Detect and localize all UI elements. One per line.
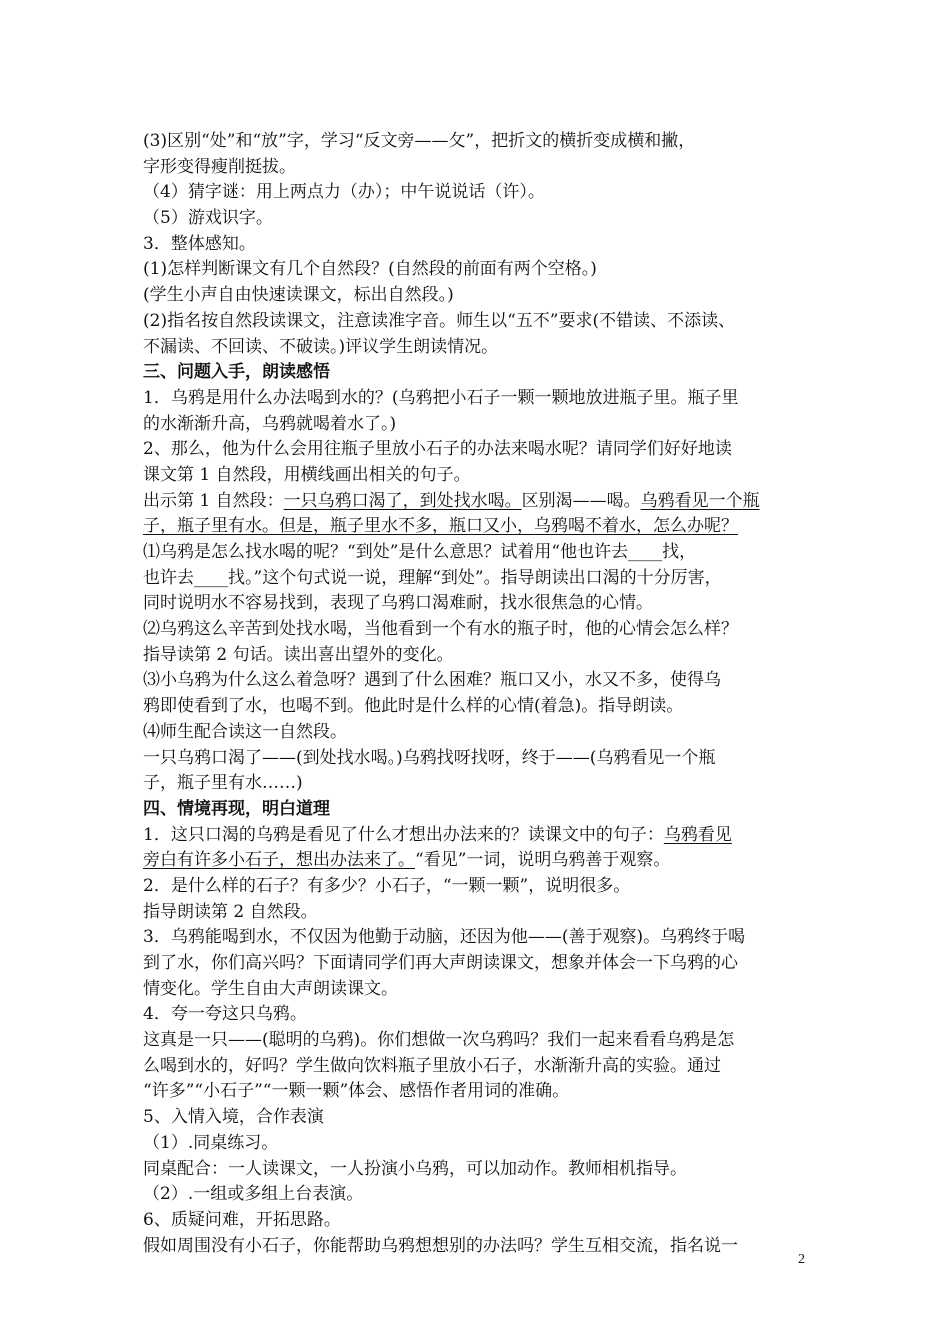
text-line: ⑴乌鸦是怎么找水喝的呢？“到处”是什么意思？试着用“他也许去____找， — [143, 542, 697, 562]
text-span: 区别渴——喝。 — [521, 490, 641, 511]
text-line: 假如周围没有小石子，你能帮助乌鸦想想别的办法吗？学生互相交流，指名说一 — [143, 1235, 738, 1256]
text-line: 一只乌鸦口渴了——(到处找水喝。)乌鸦找呀找呀，终于——(乌鸦看见一个瓶 — [143, 747, 716, 768]
text-line: （5）游戏识字。 — [143, 208, 273, 229]
text-line: 1．乌鸦是用什么办法喝到水的？(乌鸦把小石子一颗一颗地放进瓶子里。瓶子里 — [143, 387, 739, 408]
text-line: 3．整体感知。 — [143, 233, 256, 254]
text-line: 这真是一只——(聪明的乌鸦)。你们想做一次乌鸦吗？我们一起来看看乌鸦是怎 — [143, 1030, 735, 1051]
text-line — [143, 823, 811, 849]
text-line: 到了水，你们高兴吗？下面请同学们再大声朗读课文，想象并体会一下乌鸦的心 — [143, 953, 738, 973]
text-line: (学生小声自由快速读课文，标出自然段。) — [143, 285, 454, 306]
text-line: (1)怎样判断课文有几个自然段？(自然段的前面有两个空格。) — [143, 259, 597, 280]
text-line: 不漏读、不回读、不破读。)评议学生朗读情况。 — [143, 336, 499, 357]
text-line: 6、质疑问难，开拓思路。 — [143, 1209, 341, 1230]
underlined-sentence: 乌鸦看见一个瓶 — [640, 490, 760, 511]
text-line: 2、那么，他为什么会用往瓶子里放小石子的办法来喝水呢？请同学们好好地读 — [143, 439, 732, 460]
text-line: 字形变得瘦削挺拔。 — [143, 156, 296, 177]
section-heading-4: 四、情境再现，明白道理 — [143, 798, 330, 819]
underlined-sentence: 乌鸦看见 — [663, 824, 732, 845]
text-line: 子，瓶子里有水……) — [143, 773, 303, 794]
text-span: 出示第 1 自然段： — [143, 490, 284, 511]
text-line: 3．乌鸦能喝到水，不仅因为他勤于动脑，还因为他——(善于观察)。乌鸦终于喝 — [143, 927, 746, 948]
text-line: 的水渐渐升高，乌鸦就喝着水了。) — [143, 413, 397, 434]
text-line: 指导朗读第 2 自然段。 — [143, 901, 318, 922]
text-line: ⑷师生配合读这一自然段。 — [143, 721, 347, 742]
text-line: 4．夸一夸这只乌鸦。 — [143, 1004, 307, 1025]
underlined-sentence: 旁白有许多小石子，想出办法来了。 — [143, 850, 415, 871]
text-line: （1）.同桌练习。 — [143, 1132, 279, 1153]
text-line: 鸦即使看到了水，也喝不到。他此时是什么样的心情(着急)。指导朗读。 — [143, 696, 684, 717]
text-line: (3)区别“处”和“放”字，学习“反文旁——攵”，把折文的横折变成横和撇， — [143, 131, 696, 151]
text-line: (2)指名按自然段读课文，注意读准字音。师生以“五不”要求(不错读、不添读、 — [143, 310, 736, 331]
text-line: 么喝到水的，好吗？学生做向饮料瓶子里放小石子，水渐渐升高的实验。通过 — [143, 1055, 721, 1076]
page-number: 2 — [798, 1252, 805, 1267]
text-line: 课文第 1 自然段，用横线画出相关的句子。 — [143, 464, 471, 485]
text-line: 也许去____找。”这个句式说一说，理解“到处”。指导朗读出口渴的十分厉害， — [143, 567, 722, 588]
lesson-plan-body — [143, 129, 811, 1259]
text-line: （2）.一组或多组上台表演。 — [143, 1184, 364, 1205]
text-span: “看见”一词，说明乌鸦善于观察。 — [415, 850, 671, 871]
text-line: 指导读第 2 句话。读出喜出望外的变化。 — [143, 644, 454, 665]
text-line — [143, 848, 811, 874]
text-line: 同桌配合：一人读课文，一人扮演小乌鸦，可以加动作。教师相机指导。 — [143, 1158, 687, 1179]
section-heading-3: 三、问题入手，朗读感悟 — [143, 362, 330, 383]
text-line: ⑶小乌鸦为什么这么着急呀？遇到了什么困难？瓶口又小，水又不多，使得乌 — [143, 670, 721, 691]
text-line: 5、入情入境，合作表演 — [143, 1107, 324, 1128]
text-line: 2．是什么样的石子？有多少？小石子，“一颗一颗”，说明很多。 — [143, 875, 631, 896]
text-line: （4）猜字谜：用上两点力（办）；中午说说话（许）。 — [143, 182, 545, 203]
text-line: 情变化。学生自由大声朗读课文。 — [143, 978, 398, 999]
text-line: ⑵乌鸦这么辛苦到处找水喝，当他看到一个有水的瓶子时，他的心情会怎么样？ — [143, 619, 738, 640]
underlined-sentence: 一只乌鸦口渴了，到处找水喝。 — [283, 490, 522, 511]
underlined-sentence: 子，瓶子里有水。但是，瓶子里水不多，瓶口又小，乌鸦喝不着水，怎么办呢？ — [143, 516, 738, 537]
text-line — [143, 489, 811, 515]
text-line: 同时说明水不容易找到，表现了乌鸦口渴难耐，找水很焦急的心情。 — [143, 593, 653, 614]
text-line: “许多”“小石子”“一颗一颗”体会、感悟作者用词的准确。 — [143, 1081, 570, 1102]
text-span: 1．这只口渴的乌鸦是看见了什么才想出办法来的？读课文中的句子： — [143, 824, 664, 845]
